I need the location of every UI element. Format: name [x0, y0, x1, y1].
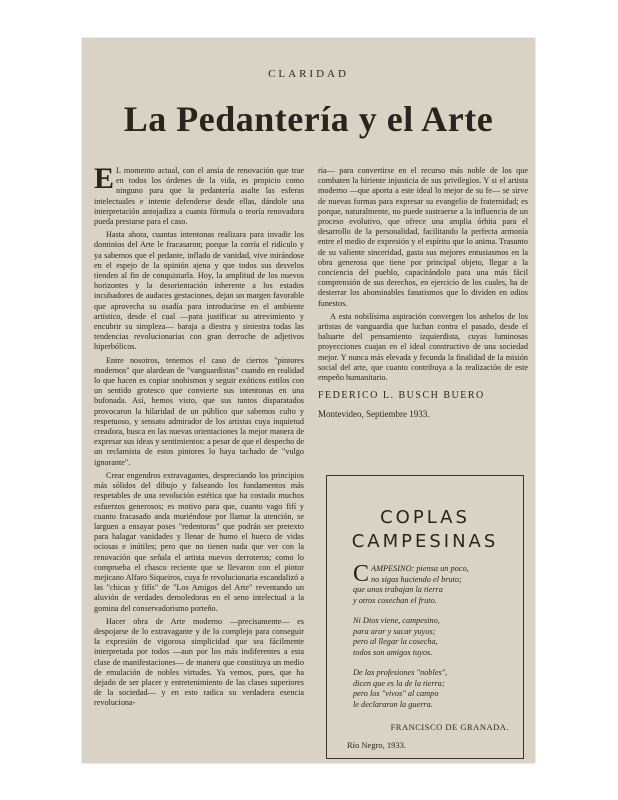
stanza-3: De las profesiones "nobles", dicen que es la de la tierra; pero los "vivos" al campo le declararon la guerra. — [353, 668, 448, 709]
article-left-column — [94, 162, 304, 712]
stanza-1: C AMPESINO: piensa un poco, no sigas haciendo el bruto; que unos trabajan la tierra y otros cosechan el fruto. — [353, 561, 469, 605]
masthead: CLARIDAD — [268, 68, 349, 80]
poem-place-date: Río Negro, 1933. — [347, 740, 407, 750]
article-paragraph-3: Entre nosotros, tenemos el caso de ciertos "pintores modernos" que alardean de "vanguardistas" cuando en realidad lo que hacen es copiar snobismos y seguir exóticos estilos con un sentido grotesco que convierte sus intentonas en una bufonada. Así, hemos visto, que sus tantos disparatados provocaron la hilaridad de un público que sabemos culto y respetuoso, y sensato admirador de los artistas cuya inquietud creadora, busca en las nuevas orientaciones la mejor manera de expresar sus ideas y sentimientos: a pesar de que el despecho de un reclamista de estos pintores lo haya tachado de "vulgo ignorante". — [94, 355, 304, 467]
drop-cap: E — [94, 162, 115, 195]
article-paragraph-1: E L momento actual, con el ansia de renovación que trae en todos los órdenes de la vida, es propicio como ninguno para que la pedantería asalte las esferas intelectuales e intente defenderse desde ellas, dándole una interpretación antojadiza a cuanta fórmula o teoría renovadora pueda prestarse para el caso. — [94, 162, 304, 227]
magazine-page — [82, 38, 535, 763]
poem-author: FRANCISCO DE GRANADA. — [390, 722, 509, 732]
article-paragraph-5: Hacer obra de Arte moderno —precisamente— es despojarse de lo extravagante y de lo complejo para conseguir la expresión de vigorosa simplicidad que sea fácilmente interpretada por todos —aun por los más indiferentes a esta clase de manifestaciones— de manera que constituya un medio de emulación de nobles virtudes. Ya vemos, pues, que ha dejado de ser placer y entretenimiento de las clases superiores de la sociedad— y en esto radica su verdadera esencia revoluciona- — [94, 616, 304, 708]
coplas-drop-cap: C — [353, 561, 370, 587]
coplas-title: COPLAS CAMPESINAS — [351, 507, 499, 552]
stanza-2: Ni Dios viene, campesino, para arar y sacar yuyos; pero al llegar la cosecha, todos son amigos tuyos. — [353, 616, 440, 657]
article-headline: La Pedantería y el Arte — [123, 99, 494, 139]
article-paragraph-4: Crear engendros extravagantes, despreciando los principios más sólidos del dibujo y falseando los fundamentos más respetables de una revolución estética que ha costado muchos esfuerzos generosos; es motivo para que, cuanto vago fifí y cuanto fracasado anda muriéndose por llamar la atención, se larguen a ensayar poses "redentoras" que podrán ser pretexto para halagar vanidades y llenar de humo el hueco de vidas ociosas e inútiles; pero que no tienen nada que ver con la renovación que señala el artista nuevos derroteros; como lo comprueba el chasco reciente que se llevaron con el pintor mejicano Alfaro Siqueiros, cuya fe revolucionaria escandalizó a las "chicas y fifís" de "Los Amigos del Arte" reventando un aluvión de verdades demoledoras en el seno intelectual a la gomina del conservadorismo porteño. — [94, 470, 304, 613]
article-paragraph-7: A esta nobilísima aspiración convergen los anhelos de los artistas de vanguardia que luchan contra el pasado, desde el baluarte del pensamiento izquierdista, cuyas luminosas proyecciones cuajan en el ideal constructivo de una sociedad mejor. Y nunca más elevada y fecunda la finalidad de la misión social del arte, que cuanto contribuya a la realización de este empeño humanitario. — [318, 311, 528, 383]
coplas-box — [326, 475, 524, 759]
article-paragraph-2: Hasta ahora, cuantas intentonas realizara para invadir los dominios del Arte le fracasaron; porque la corría el ridículo y ya sabemos que el pedante, inflado de vanidad, vive mirándose en el espejo de la opinión ajena y que todos sus desvelos tienden al fin de conquistarla. Hoy, la amplitud de los nuevos horizontes y la desorientación inherente a los estados incubadores de audaces gestaciones, dejan un margen favorable que aprovecha su osadía para introducirse en el ambiente artístico, desde el cual —para justificar su atrevimiento y encubrir su simpleza— baraja a diestra y siniestra todas las tendencias revolucionarias con gran derroche de adjetivos hiperbólicos. — [94, 230, 304, 352]
article-right-column — [318, 166, 528, 420]
article-paragraph-6: ria— para convertirse en el recurso más noble de los que combaten la hiriente injusticia de sus privilegios. Y si el artista moderno —que aporta a este ideal lo mejor de su fe— se sirve de nuevas formas para expresar su evangelio de fraternidad; es porque, naturalmente, no puede sustraerse a la influencia de un proceso evolutivo, que ofrece una amplia órbita para el desarrollo de la personalidad, facilitando la perfecta armonía entre el medio de expresión y el espíritu que lo anima. Trasunto de su valiente sinceridad, gasta sus mejores entusiasmos en la obra generosa que tiene por principal objeto, llegar a la conciencia del pueblo, capacitándolo para una más fácil comprensión de sus derechos, en ejercicio de los cuales, ha de desterrar los abominables fanatismos que lo dividen en odios funestos. — [318, 166, 528, 308]
article-place-date: Montevideo, Septiembre 1933. — [318, 409, 430, 420]
article-signature: FEDERICO L. BUSCH BUERO — [318, 390, 485, 402]
